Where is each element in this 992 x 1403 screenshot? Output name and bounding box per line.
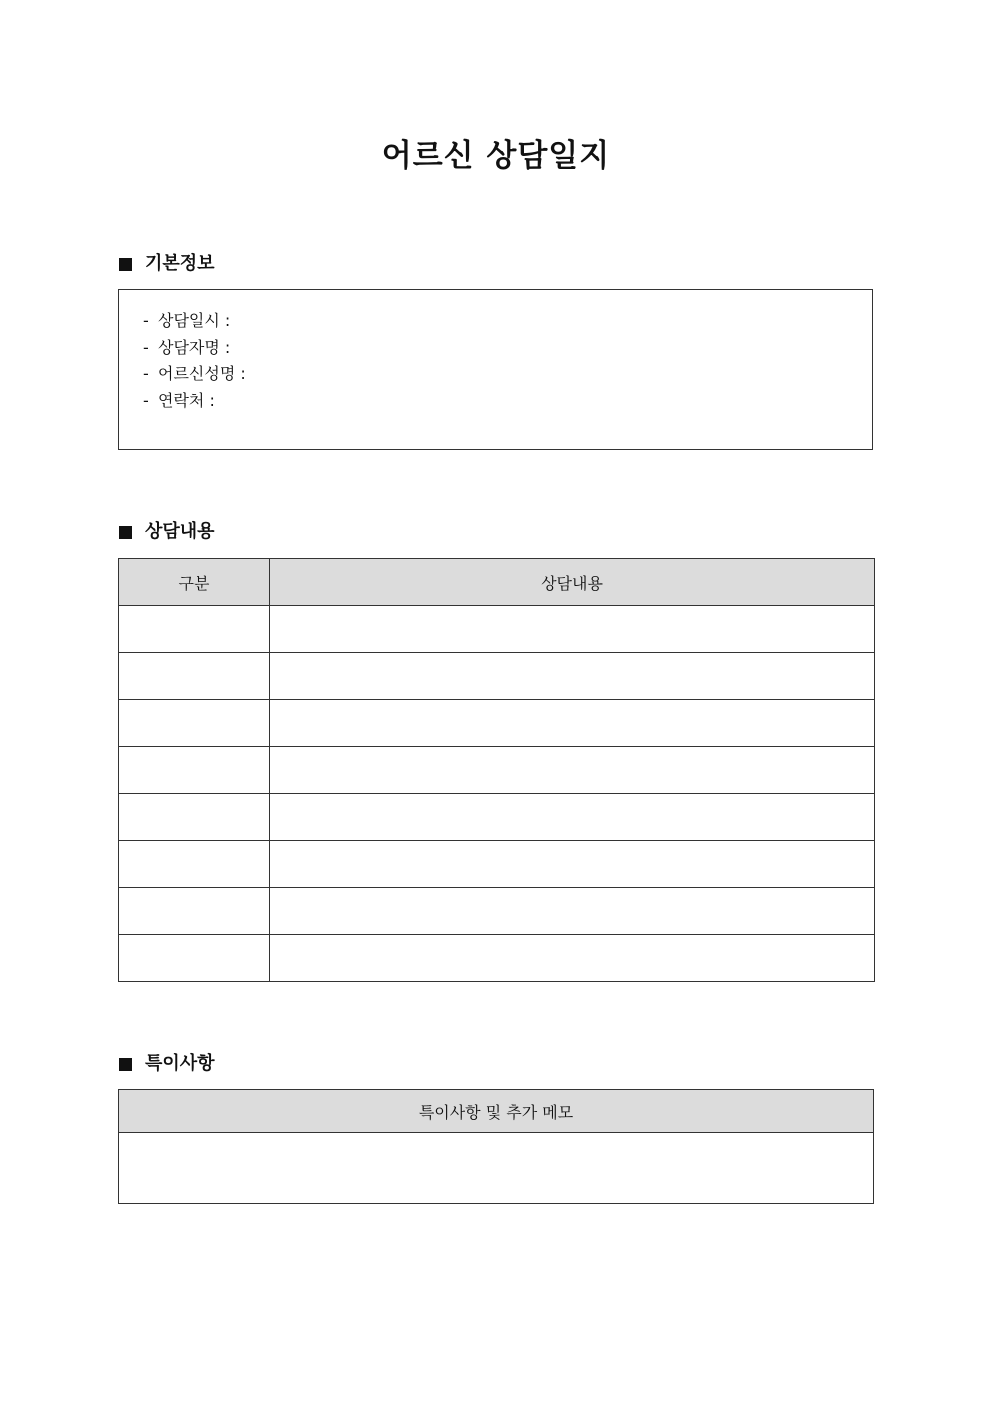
field-dash: - [143,390,149,410]
square-bullet-icon [119,1058,132,1071]
square-bullet-icon [119,526,132,539]
category-cell[interactable] [119,888,270,935]
table-header-row [119,559,875,606]
field-dash: - [143,337,149,357]
table-row [119,935,875,982]
document-title: 어르신 상담일지 [381,138,611,174]
basic-info-box [118,289,873,450]
table-row [119,888,875,935]
content-cell[interactable] [270,935,875,982]
category-cell[interactable] [119,841,270,888]
consultation-table [118,558,875,982]
field-label: 상담일시 : [158,311,231,330]
basic-info-list [119,290,872,414]
column-header-category: 구분 [119,559,270,606]
field-dash: - [143,311,149,330]
content-cell[interactable] [270,794,875,841]
content-cell[interactable] [270,653,875,700]
field-contact [143,388,872,415]
content-cell[interactable] [270,888,875,935]
section-heading-consultation [119,520,215,544]
category-cell[interactable] [119,606,270,653]
table-row [119,700,875,747]
content-cell[interactable] [270,606,875,653]
section-heading-label: 특이사항 [145,1053,215,1074]
table-row [119,841,875,888]
table-row [119,794,875,841]
table-row [119,653,875,700]
table-header-row [119,1090,874,1133]
category-cell[interactable] [119,935,270,982]
category-cell[interactable] [119,653,270,700]
content-cell[interactable] [270,747,875,794]
content-cell[interactable] [270,841,875,888]
column-header-special-notes: 특이사항 및 추가 메모 [119,1090,874,1133]
category-cell[interactable] [119,700,270,747]
category-cell[interactable] [119,747,270,794]
field-counselor-name [143,335,872,362]
table-row [119,606,875,653]
section-heading-special-notes [119,1052,215,1076]
field-consult-datetime [143,308,872,335]
special-notes-cell[interactable] [119,1133,874,1204]
section-heading-basic-info [119,252,215,276]
field-label: 상담자명 : [158,337,231,357]
special-notes-table [118,1089,874,1204]
table-row [119,747,875,794]
section-heading-label: 기본정보 [145,253,215,274]
category-cell[interactable] [119,794,270,841]
content-cell[interactable] [270,700,875,747]
field-elder-name [143,361,872,388]
field-dash: - [143,364,149,383]
field-label: 어르신성명 : [158,364,246,383]
field-label: 연락처 : [158,390,215,410]
column-header-content: 상담내용 [270,559,875,606]
section-heading-label: 상담내용 [145,521,215,542]
table-row [119,1133,874,1204]
square-bullet-icon [119,258,132,271]
